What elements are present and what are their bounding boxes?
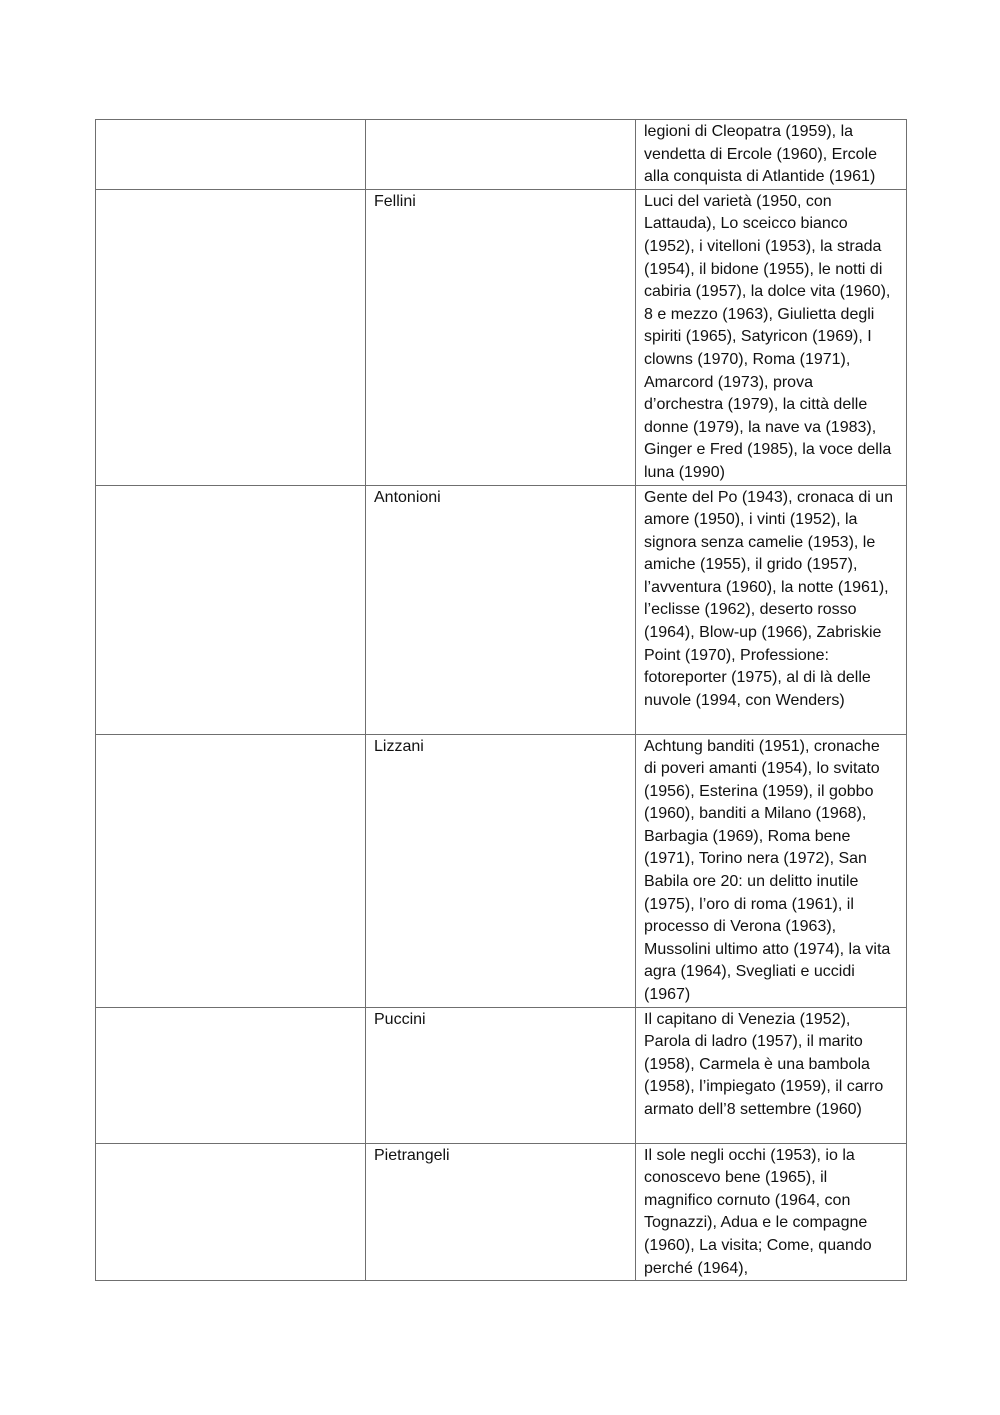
director-cell: Pietrangeli — [366, 1143, 636, 1281]
director-cell: Fellini — [366, 189, 636, 485]
films-table — [95, 119, 907, 1281]
films-cell: Achtung banditi (1951), cronache di poveri amanti (1954), lo svitato (1956), Esterina (1959), il gobbo (1960), banditi a Milano (1968), Barbagia (1969), Roma bene (1971), Torino nera (1972), San Babila ore 20: un delitto inutile (1975), l’oro di roma (1961), il processo di Verona (1963), Mussolini ultimo atto (1974), la vita agra (1964), Svegliati e uccidi (1967) — [636, 734, 907, 1007]
category-cell — [96, 189, 366, 485]
category-cell — [96, 734, 366, 1007]
category-cell — [96, 485, 366, 734]
films-cell: Il capitano di Venezia (1952), Parola di ladro (1957), il marito (1958), Carmela è una bambola (1958), l’impiegato (1959), il carro armato dell’8 settembre (1960) — [636, 1007, 907, 1143]
table-row — [96, 189, 907, 485]
director-cell: Antonioni — [366, 485, 636, 734]
director-cell: Lizzani — [366, 734, 636, 1007]
table-row — [96, 1143, 907, 1281]
category-cell — [96, 1007, 366, 1143]
films-cell: legioni di Cleopatra (1959), la vendetta di Ercole (1960), Ercole alla conquista di Atlantide (1961) — [636, 120, 907, 190]
category-cell — [96, 120, 366, 190]
films-cell: Il sole negli occhi (1953), io la conoscevo bene (1965), il magnifico cornuto (1964, con Tognazzi), Adua e le compagne (1960), La visita; Come, quando perché (1964), — [636, 1143, 907, 1281]
films-cell: Gente del Po (1943), cronaca di un amore (1950), i vinti (1952), la signora senza camelie (1953), le amiche (1955), il grido (1957), l’avventura (1960), la notte (1961), l’eclisse (1962), deserto rosso (1964), Blow-up (1966), Zabriskie Point (1970), Professione: fotoreporter (1975), al di là delle nuvole (1994, con Wenders) — [636, 485, 907, 734]
table-row — [96, 120, 907, 190]
director-cell — [366, 120, 636, 190]
category-cell — [96, 1143, 366, 1281]
table-row — [96, 485, 907, 734]
table-row — [96, 1007, 907, 1143]
table-row — [96, 734, 907, 1007]
films-cell: Luci del varietà (1950, con Lattauda), Lo sceicco bianco (1952), i vitelloni (1953), la strada (1954), il bidone (1955), le notti di cabiria (1957), la dolce vita (1960), 8 e mezzo (1963), Giulietta degli spiriti (1965), Satyricon (1969), I clowns (1970), Roma (1971), Amarcord (1973), prova d’orchestra (1979), la città delle donne (1979), la nave va (1983), Ginger e Fred (1985), la voce della luna (1990) — [636, 189, 907, 485]
director-cell: Puccini — [366, 1007, 636, 1143]
